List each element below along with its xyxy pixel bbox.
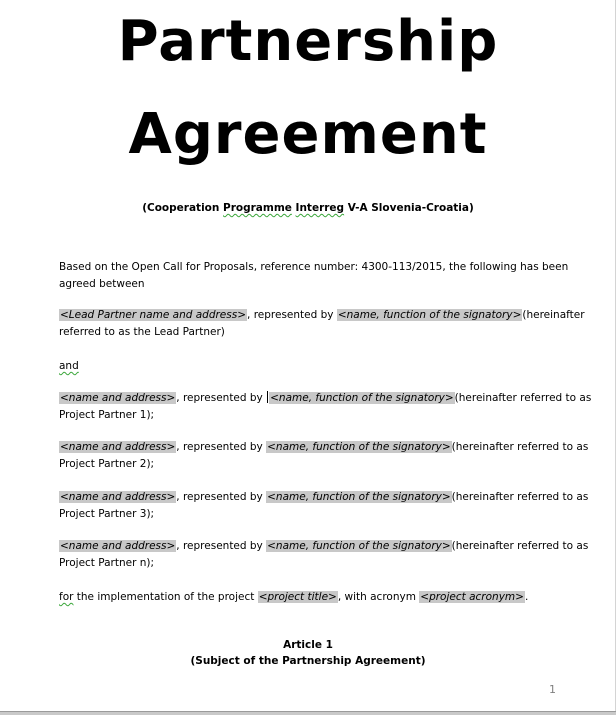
pp1-represented-by: , represented by <box>176 392 267 404</box>
impl-middle-text: the implementation of the project <box>73 591 258 603</box>
lead-line-1 <box>59 307 585 324</box>
subtitle-suffix: V-A Slovenia-Croatia) <box>344 202 474 214</box>
pp3-hereinafter: (hereinafter referred to as <box>451 491 589 503</box>
project-acronym-placeholder[interactable]: <project acronym> <box>420 591 524 603</box>
project-partner-3-paragraph <box>59 489 589 523</box>
with-acronym-text: , with acronym <box>337 591 420 603</box>
hereinafter-text: (hereinafter <box>522 309 585 321</box>
ppn-signatory-placeholder[interactable]: <name, function of the signatory> <box>267 540 451 552</box>
subtitle-prefix: (Cooperation <box>142 202 224 214</box>
and-text: and <box>59 360 79 372</box>
pp2-hereinafter: (hereinafter referred to as <box>451 441 589 453</box>
title-line-2: Agreement <box>128 102 488 167</box>
page-bottom-border <box>0 711 616 715</box>
subtitle-programme-word: Programme <box>223 202 292 214</box>
project-partner-n-paragraph <box>59 538 589 572</box>
impl-for-word: for <box>59 591 74 603</box>
project-partner-2-paragraph <box>59 439 589 473</box>
represented-by-text: , represented by <box>247 309 337 321</box>
ppn-line-1 <box>59 538 589 555</box>
intro-line-1: Based on the Open Call for Proposals, reference number: 4300-113/2015, the following has been <box>59 261 569 273</box>
pp3-line-1 <box>59 489 589 506</box>
project-title-placeholder[interactable]: <project title> <box>258 591 337 603</box>
article-subject: (Subject of the Partnership Agreement) <box>190 655 426 667</box>
pp1-name-text: <name and address> <box>60 392 176 404</box>
pp1-line-1 <box>59 390 592 407</box>
pp1-signatory-placeholder[interactable]: <name, function of the signatory> <box>270 392 454 404</box>
pp1-hereinafter: (hereinafter referred to as <box>454 392 592 404</box>
pp2-line-1 <box>59 439 589 456</box>
period-text: . <box>524 591 529 603</box>
pp1-line-2: Project Partner 1); <box>59 409 155 421</box>
lead-partner-placeholder[interactable]: <Lead Partner name and address> <box>60 309 247 321</box>
implementation-paragraph <box>59 589 556 606</box>
intro-line-2: agreed between <box>59 278 145 290</box>
lead-signatory-placeholder[interactable]: <name, function of the signatory> <box>337 309 522 321</box>
ppn-line-2: Project Partner n); <box>59 557 155 569</box>
pp2-name-placeholder[interactable]: <name and address> <box>60 441 176 453</box>
subtitle-interreg-word: Interreg <box>295 202 345 214</box>
ppn-represented-by: , represented by <box>176 540 267 552</box>
pp3-name-placeholder[interactable]: <name and address> <box>60 491 176 503</box>
intro-paragraph <box>59 259 569 293</box>
subtitle <box>0 202 616 214</box>
pp2-represented-by: , represented by <box>176 441 267 453</box>
ppn-name-placeholder[interactable]: <name and address> <box>60 540 176 552</box>
project-partner-1-paragraph <box>59 390 592 424</box>
article-heading: Article 1 <box>283 639 333 651</box>
pp3-signatory-placeholder[interactable]: <name, function of the signatory> <box>267 491 451 503</box>
pp2-signatory-placeholder[interactable]: <name, function of the signatory> <box>267 441 451 453</box>
lead-partner-paragraph <box>59 307 585 341</box>
ppn-hereinafter: (hereinafter referred to as <box>451 540 589 552</box>
title-line-1: Partnership <box>117 9 499 74</box>
pp3-represented-by: , represented by <box>176 491 267 503</box>
lead-line-2: referred to as the Lead Partner) <box>59 326 225 338</box>
pp3-line-2: Project Partner 3); <box>59 508 155 520</box>
pp1-name-placeholder[interactable] <box>59 392 176 404</box>
page-number: 1 <box>549 683 556 696</box>
text-cursor <box>267 391 268 403</box>
pp2-line-2: Project Partner 2); <box>59 458 155 470</box>
and-paragraph <box>59 358 556 375</box>
